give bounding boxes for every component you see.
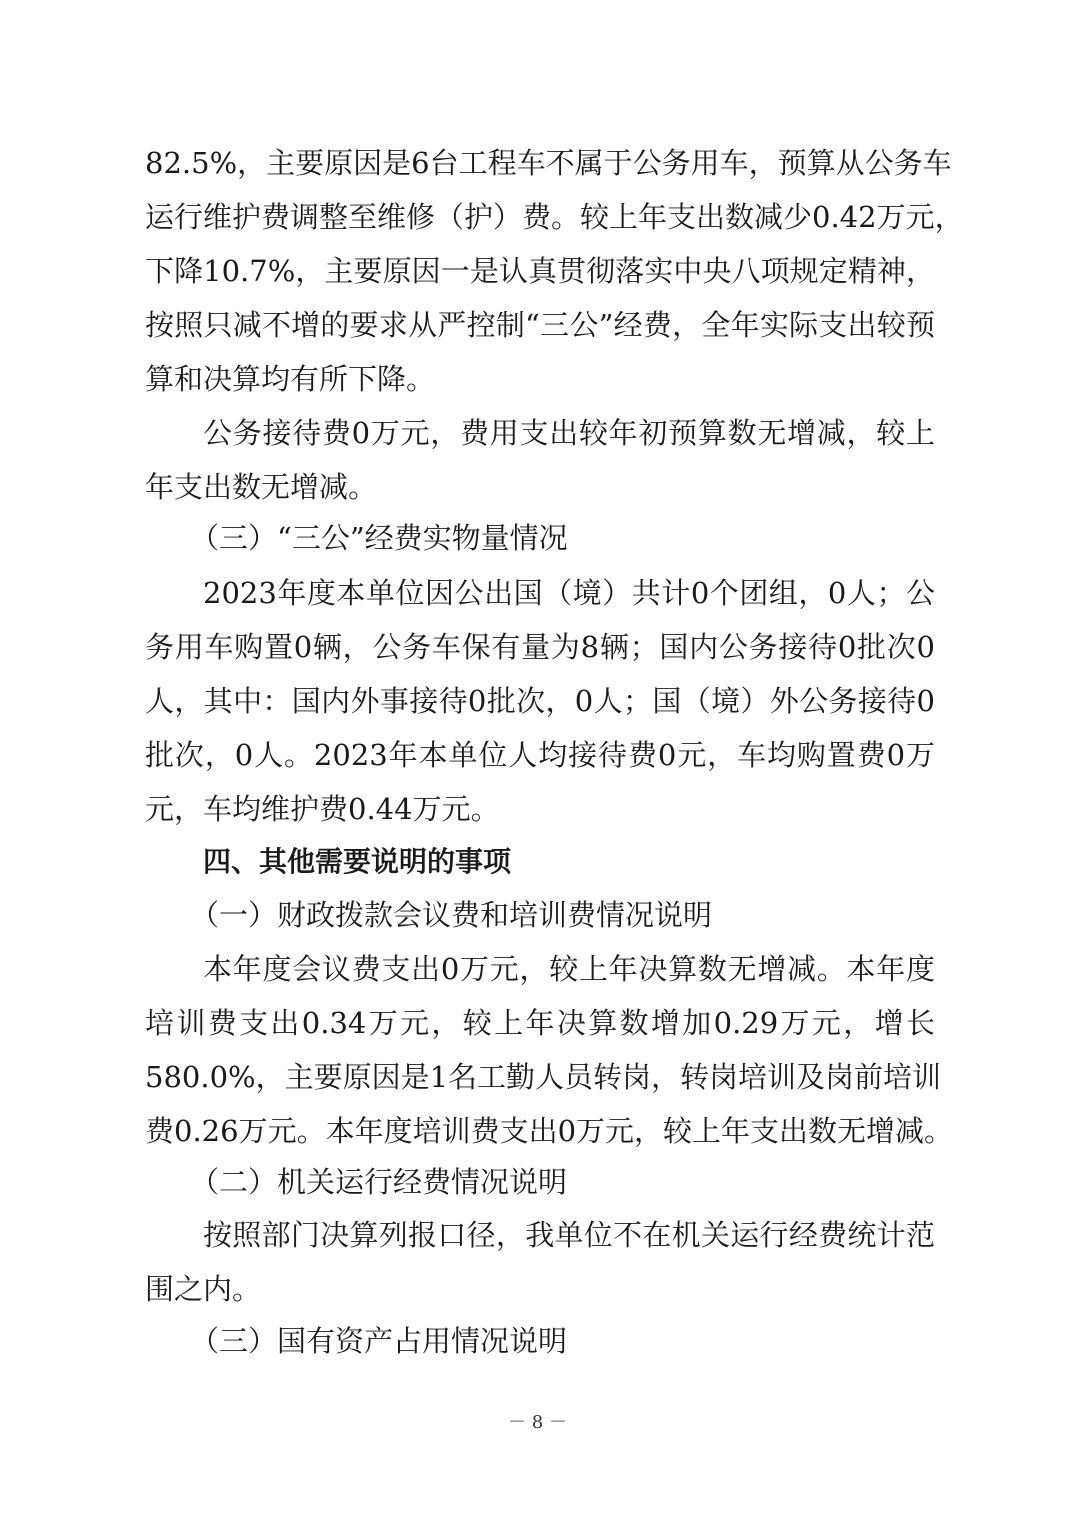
subheading-meeting-training: （一）财政拨款会议费和培训费情况说明: [190, 898, 713, 932]
paragraph-3-line-5: 元，车均维护费0.44万元。: [145, 792, 500, 826]
paragraph-2-line-2: 年支出数无增减。: [145, 470, 378, 504]
paragraph-1-line-2: 运行维护费调整至维修（护）费。较上年支出数减少0.42万元，: [145, 200, 964, 234]
paragraph-1-line-4: 按照只减不增的要求从严控制“三公”经费，全年实际支出较预: [145, 308, 935, 342]
paragraph-3-line-1: 2023年度本单位因公出国（境）共计0个团组，0人；公: [203, 576, 935, 610]
page-number: － 8 －: [508, 1412, 567, 1433]
paragraph-4-line-1: 本年度会议费支出0万元，较上年决算数无增减。本年度: [203, 952, 935, 986]
paragraph-5-line-1: 按照部门决算列报口径，我单位不在机关运行经费统计范: [203, 1218, 935, 1252]
section-4-heading: 四、其他需要说明的事项: [203, 845, 512, 878]
paragraph-5-line-2: 围之内。: [145, 1272, 262, 1306]
paragraph-3-line-3: 人，其中：国内外事接待0批次，0人；国（境）外公务接待0: [145, 684, 935, 718]
paragraph-2-line-1: 公务接待费0万元，费用支出较年初预算数无增减，较上: [203, 416, 935, 450]
paragraph-1-line-1: 82.5%，主要原因是6台工程车不属于公务用车，预算从公务车: [145, 146, 952, 180]
subheading-san-gong-physical: （三）“三公”经费实物量情况: [190, 521, 568, 555]
paragraph-3-line-4: 批次，0人。2023年本单位人均接待费0元，车均购置费0万: [145, 738, 935, 772]
paragraph-1-line-5: 算和决算均有所下降。: [145, 362, 436, 396]
paragraph-3-line-2: 务用车购置0辆，公务车保有量为8辆；国内公务接待0批次0: [145, 630, 935, 664]
subheading-operating-funds: （二）机关运行经费情况说明: [190, 1165, 568, 1199]
paragraph-4-line-3: 580.0%，主要原因是1名工勤人员转岗，转岗培训及岗前培训: [145, 1060, 942, 1094]
subheading-state-assets: （三）国有资产占用情况说明: [190, 1324, 568, 1358]
paragraph-1-line-3: 下降10.7%，主要原因一是认真贯彻落实中央八项规定精神，: [145, 254, 935, 288]
paragraph-4-line-4: 费0.26万元。本年度培训费支出0万元，较上年支出数无增减。: [145, 1114, 954, 1148]
paragraph-4-line-2: 培训费支出0.34万元，较上年决算数增加0.29万元，增长: [145, 1006, 935, 1040]
